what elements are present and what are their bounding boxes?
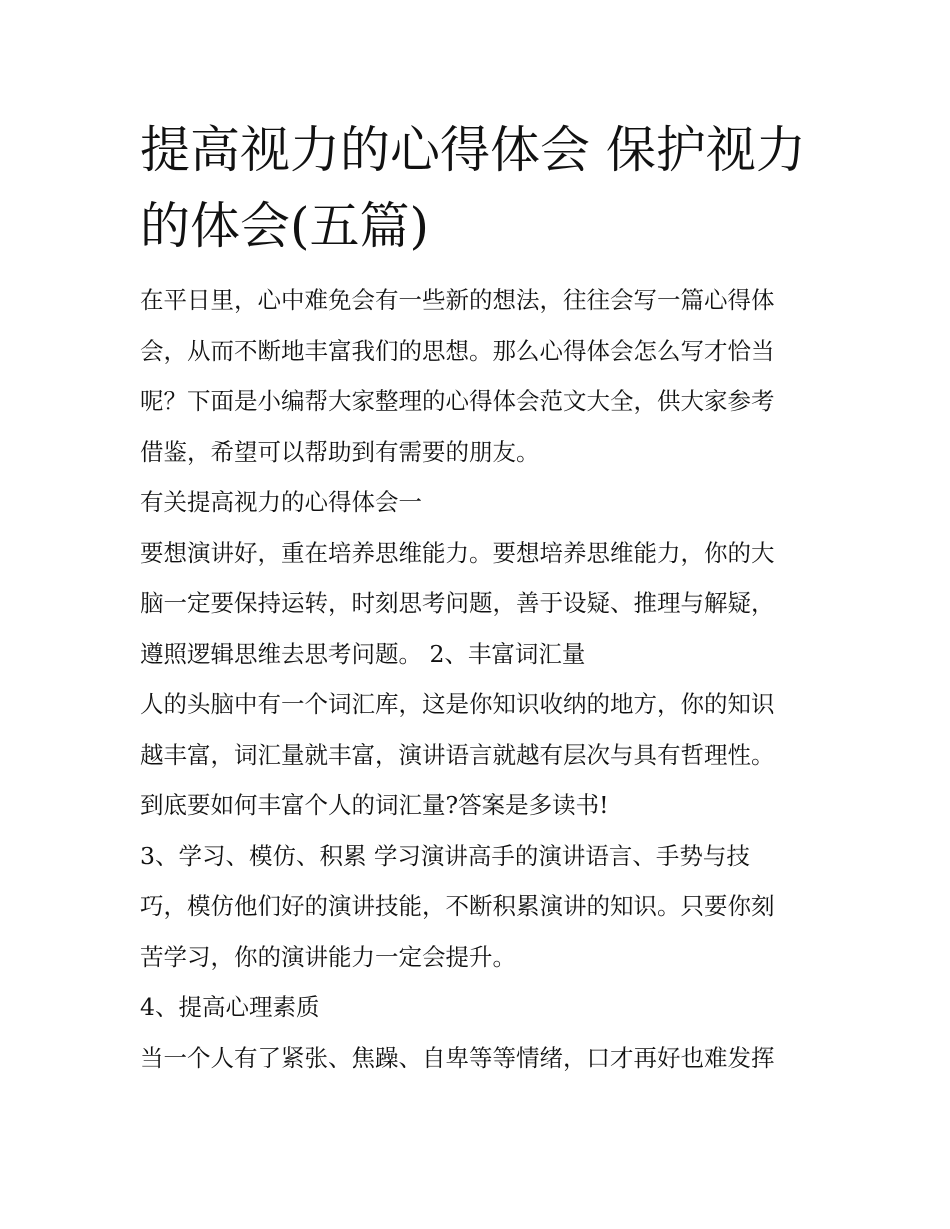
body-line: 遵照逻辑思维去思考问题。 2、丰富词汇量 bbox=[140, 639, 586, 668]
body-line: 要想演讲好，重在培养思维能力。要想培养思维能力，你的大 bbox=[140, 538, 775, 567]
body-line: 到底要如何丰富个人的词汇量?答案是多读书! bbox=[140, 791, 609, 819]
section-heading: 4、提高心理素质 bbox=[140, 993, 320, 1021]
body-line: 在平日里，心中难免会有一些新的想法，往往会写一篇心得体 bbox=[140, 286, 775, 314]
title-line-1: 提高视力的心得体会 保护视力 bbox=[140, 121, 806, 179]
document-body bbox=[140, 275, 830, 1083]
body-line: 越丰富，词汇量就丰富，演讲语言就越有层次与具有哲理性。 bbox=[140, 740, 775, 769]
section-heading: 有关提高视力的心得体会一 bbox=[140, 488, 422, 516]
body-line: 脑一定要保持运转，时刻思考问题，善于设疑、推理与解疑， bbox=[140, 589, 775, 617]
body-line: 会，从而不断地丰富我们的思想。那么心得体会怎么写才恰当 bbox=[140, 336, 775, 365]
body-line: 巧，模仿他们好的演讲技能，不断积累演讲的知识。只要你刻 bbox=[140, 892, 775, 920]
body-line: 3、学习、模仿、积累 学习演讲高手的演讲语言、手势与技 bbox=[140, 841, 750, 870]
body-line: 借鉴，希望可以帮助到有需要的朋友。 bbox=[140, 437, 540, 466]
body-line: 苦学习，你的演讲能力一定会提升。 bbox=[140, 942, 516, 971]
document-title bbox=[140, 112, 830, 264]
body-line: 人的头脑中有一个词汇库，这是你知识收纳的地方，你的知识 bbox=[140, 690, 775, 718]
body-line: 呢？下面是小编帮大家整理的心得体会范文大全，供大家参考 bbox=[140, 387, 775, 415]
body-line: 当一个人有了紧张、焦躁、自卑等等情绪，口才再好也难发挥 bbox=[140, 1043, 775, 1072]
title-line-2: 的体会(五篇) bbox=[140, 197, 430, 255]
